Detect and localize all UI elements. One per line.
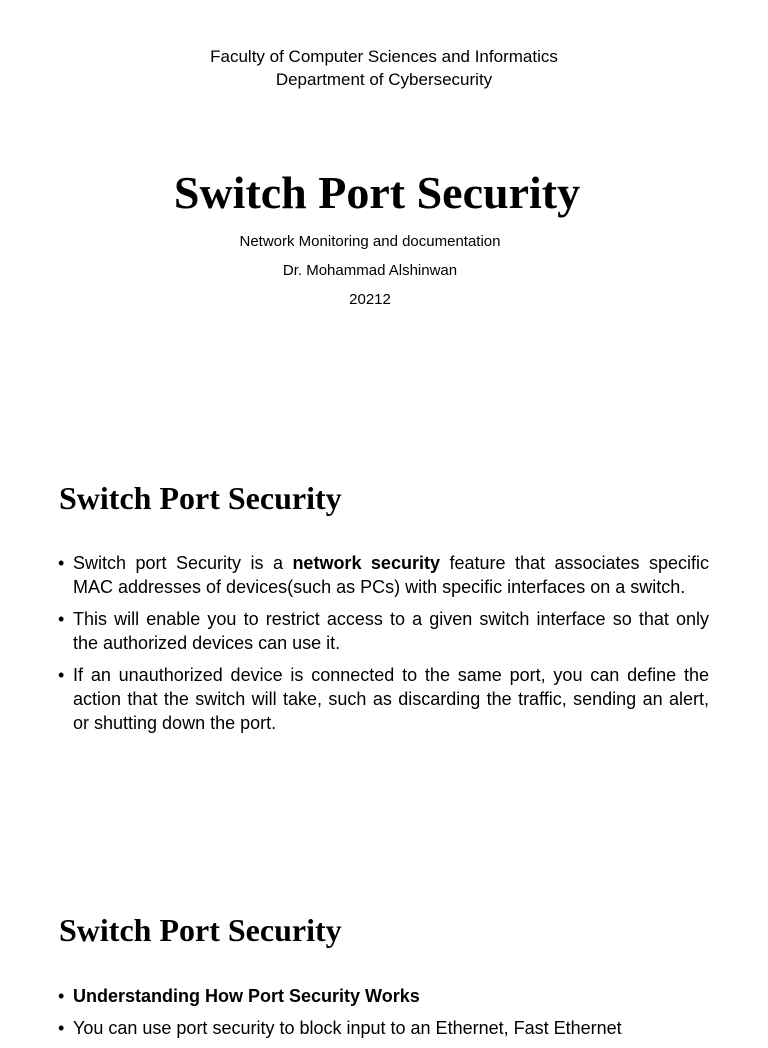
bullet-text-bold: Understanding How Port Security Works [73,986,420,1006]
bullet-item [58,607,709,655]
bullet-item [58,551,709,599]
course-name: Network Monitoring and documentation [239,233,501,250]
slide-heading: Switch Port Security [59,912,342,948]
department-name: Department of Cybersecurity [275,70,493,89]
faculty-name: Faculty of Computer Sciences and Informatics [210,47,558,66]
bullet-text-bold: network security [292,553,440,573]
content-slide-how-it-works [0,864,768,1038]
faculty-header [0,45,768,91]
bullet-icon: • [58,665,65,685]
bullet-list [58,984,709,1048]
bullet-icon: • [58,986,65,1006]
bullet-text: This will enable you to restrict access to a given switch interface so that only the authorized devices can use it. [73,609,709,653]
bullet-item [58,984,709,1008]
bullet-item [58,1016,709,1040]
presentation-title: Switch Port Security [173,167,581,218]
bullet-text: If an unauthorized device is connected to the same port, you can define the action that the switch will take, such as discarding the traffic, sending an alert, or shutting down the port. [73,665,709,733]
title-slide [0,0,768,432]
bullet-text-end: feature that associates specific MAC addresses of devices(such as PCs) with specific interfaces on a switch. [73,553,709,597]
bullet-icon: • [58,1018,65,1038]
bullet-list [58,551,709,743]
bullet-item [58,663,709,735]
presentation-year: 20212 [349,291,391,308]
content-slide-overview [0,432,768,864]
bullet-text: You can use port security to block input to an Ethernet, Fast Ethernet [73,1018,622,1038]
bullet-icon: • [58,609,65,629]
bullet-text-start: Switch port Security is a [73,553,293,573]
slide-heading: Switch Port Security [59,480,342,516]
author-name: Dr. Mohammad Alshinwan [282,262,458,279]
bullet-icon: • [58,553,65,573]
